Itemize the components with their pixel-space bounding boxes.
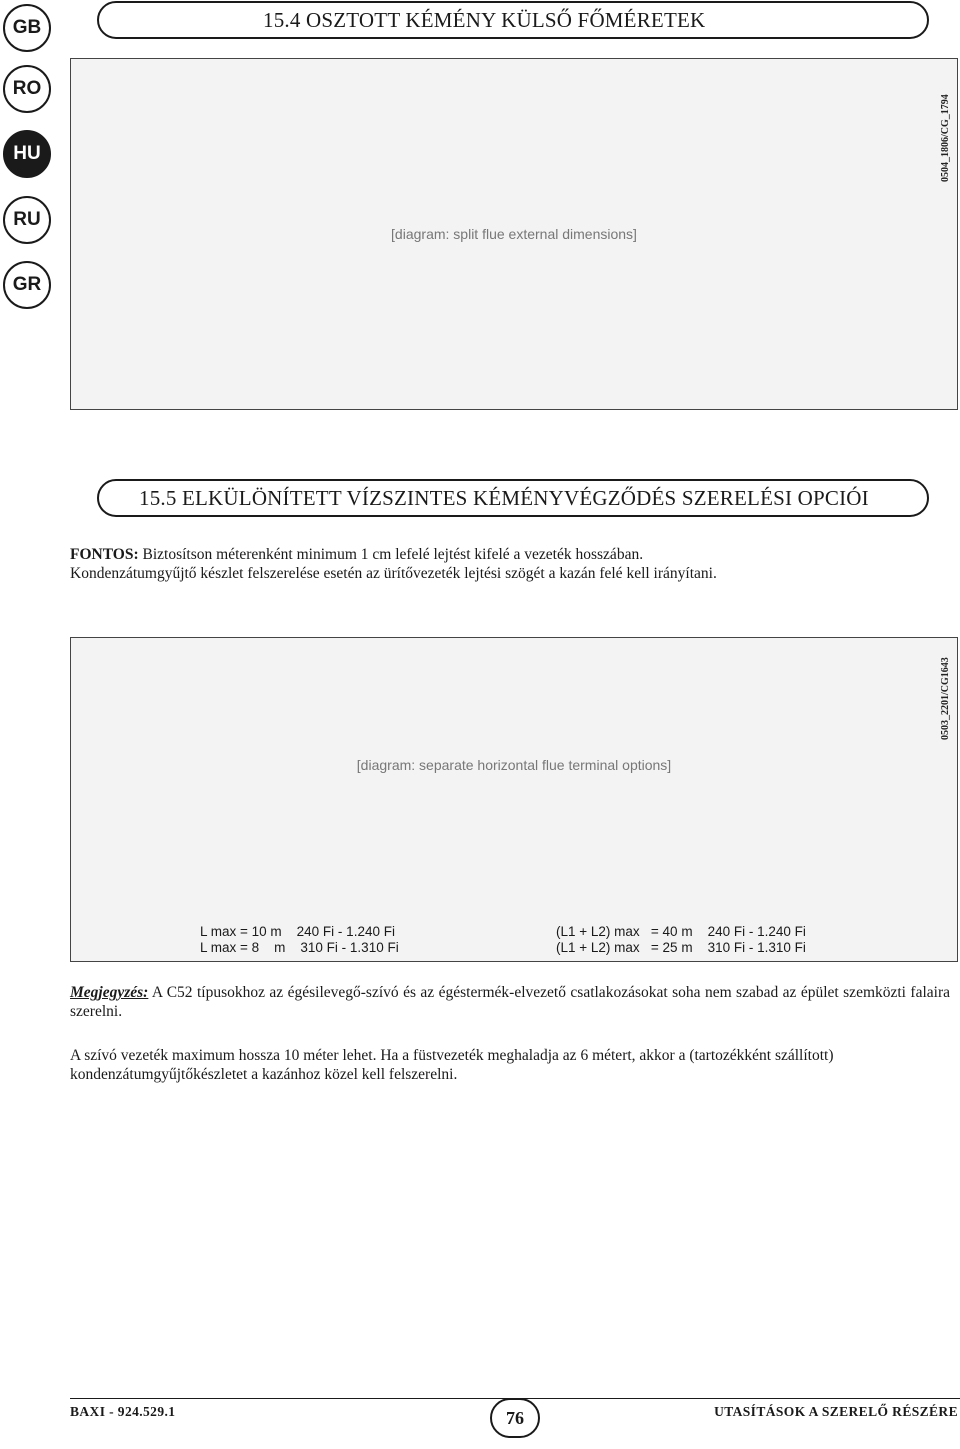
language-tab-ro[interactable]: RO [3, 65, 51, 113]
note-label: Megjegyzés: [70, 984, 149, 1001]
note-paragraph [70, 983, 950, 1021]
language-tab-gb[interactable]: GB [3, 4, 51, 52]
figure-code-1794: 0504_1806/CG_1794 [940, 94, 951, 182]
section-15-5-title-bar [97, 479, 929, 517]
section-15-5-title: 15.5 ELKÜLÖNÍTETT VÍZSZINTES KÉMÉNYVÉGZŐDÉS SZERELÉSI OPCIÓI [139, 485, 869, 510]
figure-split-flue-dimensions [70, 58, 958, 410]
intake-paragraph: A szívó vezeték maximum hossza 10 méter lehet. Ha a füstvezeték meghaladja az 6 métert, akkor a (tartozékként szállított) kondenzátumgyűjtőkészletet a kazánhoz közel kell felszerelni. [70, 1047, 834, 1083]
fontos-paragraph [70, 545, 950, 583]
spec-left-310: L max = 8 m 310 Fi - 1.310 Fi [200, 940, 399, 955]
language-tab-gr[interactable]: GR [3, 261, 51, 309]
spec-right-240: (L1 + L2) max = 40 m 240 Fi - 1.240 Fi [556, 924, 806, 939]
spec-left-240: L max = 10 m 240 Fi - 1.240 Fi [200, 924, 395, 939]
spec-right-310: (L1 + L2) max = 25 m 310 Fi - 1.310 Fi [556, 940, 806, 955]
figure-code-1643: 0503_2201/CG1643 [940, 657, 951, 740]
figure-horizontal-flue-options-label: [diagram: separate horizontal flue terminal options] [356, 756, 672, 773]
note-text: A C52 típusokhoz az égésilevegő-szívó és az égéstermék-elvezető csatlakozásokat soha nem szabad az épület szemközti falaira szerelni. [70, 984, 950, 1020]
footer-document-code: BAXI - 924.529.1 [70, 1404, 176, 1419]
page-number: 76 [490, 1398, 540, 1438]
footer-section-title: UTASÍTÁSOK A SZERELŐ RÉSZÉRE [714, 1404, 958, 1419]
fontos-text: Biztosítson méterenként minimum 1 cm lefelé lejtést kifelé a vezeték hosszában. [138, 546, 644, 563]
figure-horizontal-flue-options [70, 637, 958, 962]
fontos-label: FONTOS: [70, 546, 139, 563]
section-15-4-title-bar [97, 1, 929, 39]
section-15-4-title: 15.4 OSZTOTT KÉMÉNY KÜLSŐ FŐMÉRETEK [263, 7, 706, 32]
language-tab-ru[interactable]: RU [3, 196, 51, 244]
figure-split-flue-dimensions-label: [diagram: split flue external dimensions] [391, 226, 637, 242]
language-tab-hu[interactable]: HU [3, 130, 51, 178]
kondenzatum-text: Kondenzátumgyűjtő készlet felszerelése esetén az ürítővezeték lejtési szögét a kazán felé kell irányítani. [70, 565, 717, 582]
